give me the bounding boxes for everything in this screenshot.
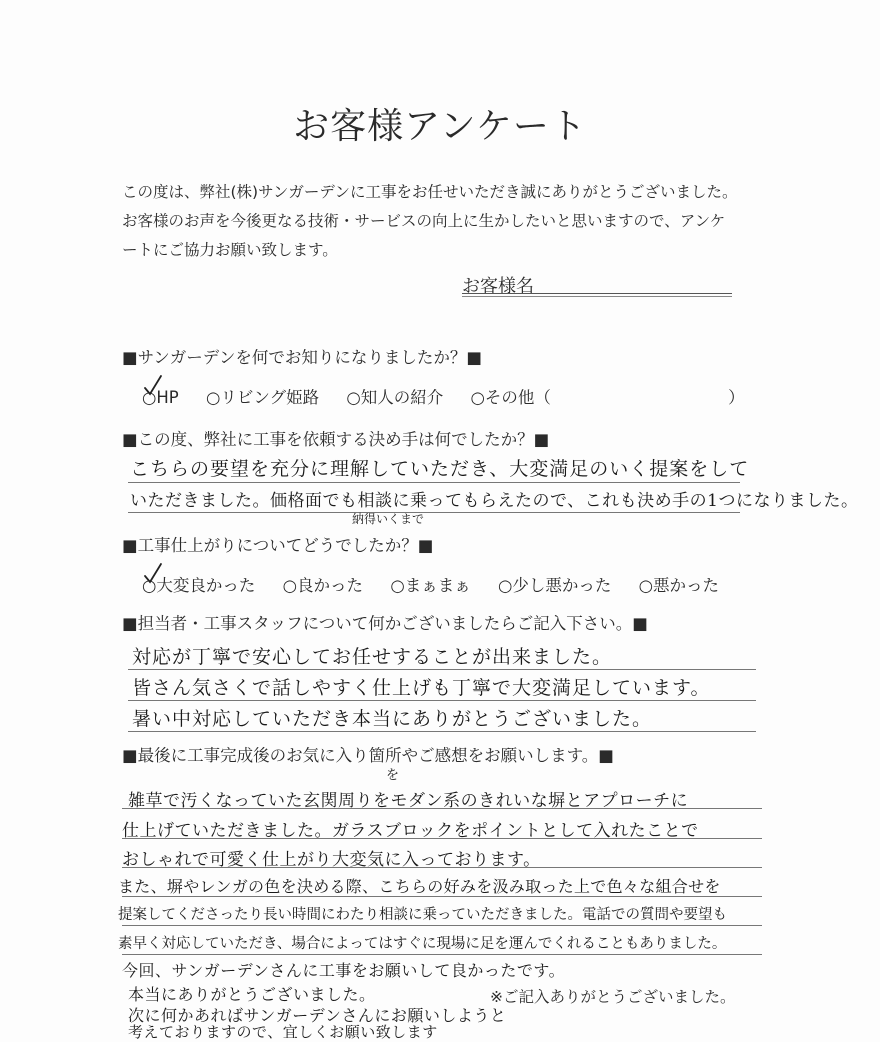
question-4: ■担当者・工事スタッフについて何かございましたらご記入下さい。■ (122, 614, 648, 633)
page-title: お客様アンケート (293, 106, 587, 147)
customer-name-underline (462, 296, 732, 297)
answer-rule (122, 925, 762, 926)
q4-answer-line: 皆さん気さくで話しやすく仕上げも丁寧で大変満足しています。 (132, 677, 711, 699)
checkmark-icon (143, 562, 163, 584)
q5-answer-line: 今回、サンガーデンさんに工事をお願いして良かったです。 (122, 961, 566, 980)
answer-rule (128, 731, 756, 732)
thank-you-note: ※ご記入ありがとうございました。 (490, 988, 736, 1006)
answer-rule (128, 669, 756, 670)
checkmark-icon (143, 374, 163, 396)
q1-option-other[interactable]: ○その他（ (470, 388, 551, 407)
q3-option-very-good[interactable]: ○大変良かった (142, 576, 256, 595)
q1-option-living-himeji[interactable]: ○リビング姫路 (206, 388, 320, 407)
q5-answer-line: 考えておりますので、宜しくお願い致します (128, 1023, 438, 1041)
answer-rule (122, 838, 762, 839)
q2-answer-line: こちらの要望を充分に理解していただき、大変満足のいく提案をして (130, 458, 750, 480)
q1-option-acquaintance[interactable]: ○知人の紹介 (346, 388, 444, 407)
intro-text (122, 178, 782, 265)
answer-rule (128, 700, 756, 701)
question-2: ■この度、弊社に工事を依頼する決め手は何でしたか？■ (122, 430, 550, 449)
intro-line: ートにご協力お願い致します。 (122, 241, 338, 259)
answer-rule (122, 867, 762, 868)
q3-option-bad[interactable]: ○悪かった (638, 576, 720, 595)
customer-name-label: お客様名 (462, 276, 534, 297)
q1-option-hp[interactable]: ○HP (142, 388, 179, 407)
q4-answer-line: 暑い中対応していただき本当にありがとうございました。 (132, 708, 653, 730)
intro-line: この度は、弊社(株)サンガーデンに工事をお任せいただき誠にありがとうございました。 (122, 183, 738, 201)
question-1: ■サンガーデンを何でお知りになりましたか？■ (122, 348, 483, 367)
q5-answer-line: 雑草で汚くなっていた玄関周りをモダン系のきれいな塀とアプローチに (128, 791, 689, 811)
q1-option-other-close: ） (728, 388, 745, 407)
q1-options (142, 384, 767, 408)
q5-answer-line: 提案してくださったり長い時間にわたり相談に乗っていただきました。電話での質問や要望も (118, 907, 727, 923)
q3-option-slightly-bad[interactable]: ○少し悪かった (497, 576, 612, 595)
q5-answer-line: 本当にありがとうございました。 (128, 985, 376, 1004)
q3-options (142, 572, 741, 596)
answer-rule (128, 482, 740, 483)
q5-answer-insert: を (386, 768, 400, 783)
q3-option-so-so[interactable]: ○まぁまぁ (390, 576, 471, 595)
q5-answer-line: また、塀やレンガの色を決める際、こちらの好みを汲み取った上で色々な組合せを (118, 877, 721, 896)
q5-answer-line: 素早く対応していただき、場合によってはすぐに現場に足を運んでくれることもありました。 (118, 936, 727, 952)
q2-answer-line: いただきました。価格面でも相談に乗ってもらえたので、これも決め手の1つになりました。 (130, 491, 859, 511)
answer-rule (128, 512, 740, 513)
intro-line: お客様のお声を今後更なる技術・サービスの向上に生かしたいと思いますので、アンケ (122, 212, 726, 230)
q4-answer-line: 対応が丁寧で安心してお任せすることが出来ました。 (132, 646, 613, 668)
customer-name-field[interactable] (462, 293, 732, 294)
q3-option-good[interactable]: ○良かった (282, 576, 364, 595)
q5-answer-line: おしゃれで可愛く仕上がり大変気に入っております。 (122, 850, 541, 870)
q5-answer-line: 仕上げていただきました。ガラスブロックをポイントとして入れたことで (122, 821, 699, 841)
q5-answer-line: 次に何かあればサンガーデンさんにお願いしようと (128, 1006, 507, 1025)
answer-rule (122, 896, 762, 897)
question-3: ■工事仕上がりについてどうでしたか？■ (122, 536, 434, 555)
q2-answer-insert: 納得いくまで (352, 512, 425, 526)
question-5: ■最後に工事完成後のお気に入り箇所やご感想をお願いします。■ (122, 746, 614, 765)
answer-rule (122, 954, 762, 955)
answer-rule (122, 808, 762, 809)
